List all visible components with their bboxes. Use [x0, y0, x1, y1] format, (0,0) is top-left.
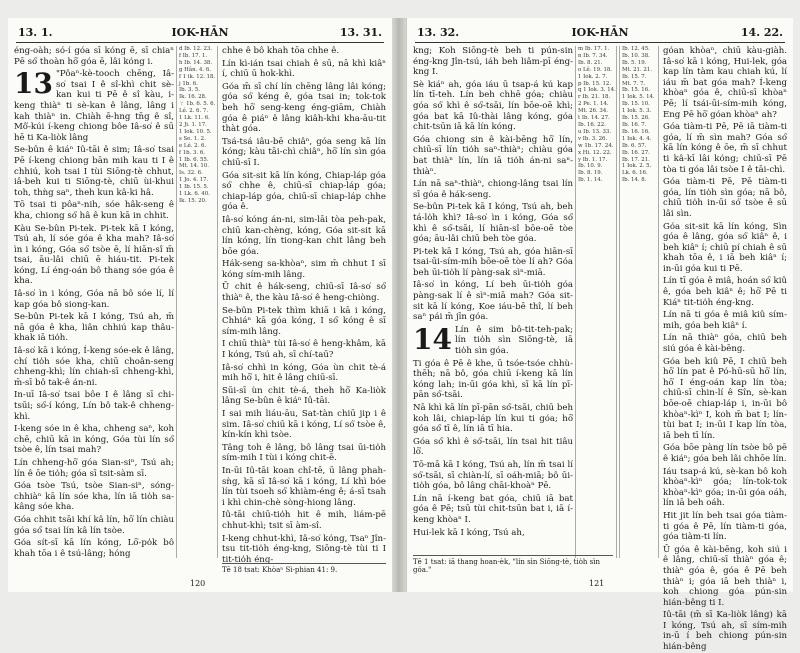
right-page	[406, 18, 793, 653]
left-page	[8, 18, 393, 592]
cross-reference: Ib. 8. 21.	[578, 59, 603, 66]
verse-paragraph: I-keng sóe in ê kha, chheng saⁿ, koh chē, chiū kā in kóng, Góa tùi lín só͘ tsòe ê, lín tsai mah?	[14, 424, 174, 456]
cross-reference: Is. 32. 6.	[179, 170, 203, 177]
cross-reference: f 1 ik. 12. 18.	[179, 73, 216, 80]
verse-paragraph: Góa tsòe Tsú, tsòe Sian-siⁿ, sóng-chhiàⁿ kā lín sóe kha, lín iā tio̍h sa-kâng sóe kha.	[14, 481, 174, 513]
cross-reference: Ib. 5. 19.	[622, 59, 647, 66]
right-page-number: 121	[589, 579, 605, 588]
verse-paragraph: I chiū thiàⁿ tùi Iâ-so͘ ê heng-khâm, kā I kóng, Tsú ah, sī chí-taū?	[222, 339, 386, 361]
verse-paragraph: Ū chit ê hák-seng, chiū-sī Iâ-so͘ só͘ thiàⁿ ê, the kàu Iâ-so͘ ê heng-chiòng.	[222, 282, 386, 304]
verse-paragraph	[413, 322, 573, 357]
cross-reference: Ib. 10. 9.	[578, 163, 603, 170]
right-header-ref-start: 13. 32.	[417, 26, 460, 39]
cross-reference: Ib. 17. 21.	[622, 156, 650, 163]
cross-reference: 2 Pe. 1. 14.	[578, 101, 609, 108]
cross-reference: Ib. 1. 14.	[578, 177, 603, 184]
verse-paragraph	[14, 69, 174, 143]
cross-reference: Ib. 15. 26.	[622, 115, 650, 122]
cross-reference: Ib. 8. 19.	[578, 170, 603, 177]
verse-paragraph: Góa tiàm-ti Pē, Pē iā tiàm-ti góa, lí m̄ sìn mah? Góa só͘ kā lín kóng ê ōe, m̄ sī chhut ti kâ-kī lâi kóng; chiū-sī Pē tòa ti góa lâi tsòe I ê tāi-chì.	[663, 122, 787, 175]
cross-reference: Ik. 15. 20.	[179, 197, 207, 204]
verse-paragraph: Tō tsai ti pôaⁿ-nih, sóe hâk-seng ê kha, chiong só͘ hâ ê kun kā in chhit.	[14, 200, 174, 221]
cross-reference: 1 Iok. 2. 5.	[622, 163, 652, 170]
verse-paragraph: Iâ-so͘ chhì in kóng, Góa ùn chit tè-á mih hō͘ i, hit ê lâng chiū-sī.	[222, 362, 386, 384]
cross-reference: Ib. 15. 10.	[622, 101, 650, 108]
cross-reference: e Lé. 2. 6.	[179, 142, 207, 149]
cross-reference: h Ib. 14. 38.	[179, 59, 213, 66]
cross-reference: o Lê. 19. 18.	[578, 66, 613, 73]
cross-reference: Ik. 16. 28.	[179, 94, 207, 101]
verse-paragraph: Iâ-so͘ kóng án-ni, sim-lāi tòa peh-pak, chiū kan-chèng, kóng, Góa sit-sit kā lín kóng, lín tiong-kan chit lâng beh bōe góa.	[222, 214, 386, 257]
verse-paragraph: Sè kiáⁿ ah, góa iáu ū tsap-á kú kap lín tī-teh. Lín beh chhē góa; chiàu góa só͘ khì ê só͘-tsāi, lín bōe-oē khì; góa bat kā Iû-thài lâng kóng, góa chit-tsūn iā kā lín kóng.	[413, 79, 573, 133]
chapter-number: 14	[413, 322, 452, 356]
verse-paragraph: Iâ-so͘ ìn i kóng, Góa nā bô sóe lí, lí kap góa bô siong-kan.	[14, 289, 174, 310]
verse-paragraph: chhe ê bô khah tōa chhe ê.	[222, 46, 340, 56]
left-header-book-title: IOK-HĀN	[171, 26, 229, 39]
cross-reference: d Ib. 12. 23.	[179, 46, 213, 52]
verse-paragraph: Góa tiàm-ti Pē, Pē tiàm-ti góa, lín tio̍h sìn góa; nā bô, chiū tio̍h in-ūi só͘ tsòe ê sū lâi sìn.	[663, 177, 787, 219]
verse-paragraph: In-uī Iâ-so͘ tsai bôe I ê lâng sī chi-tsūi; só͘-í kóng, Lín bô tak-ê chheng-khì.	[14, 390, 174, 422]
cross-reference: Ib. 15. 16.	[622, 87, 650, 94]
right-header-book-title: IOK-HĀN	[571, 26, 629, 39]
verse-paragraph: Lín nā í-keng bat góa, chiū iā bat góa ê Pē; tsū tùi chit-tsūn bat i, iā í-keng khòaⁿ I.	[413, 493, 573, 525]
verse-paragraph: Iâ-so͘ ìn kóng, Lí beh ūi-tio̍h góa pàng-sak lí ê sìⁿ-miā mah? Góa sit-sit kā lí kóng, Koe iáu-bē thî, lí beh saⁿ pái m̄ jīn góa.	[413, 280, 573, 323]
left-page-number: 120	[190, 579, 206, 588]
left-header-ref-end: 13. 31.	[339, 26, 382, 39]
chapter-number: 13	[14, 67, 53, 101]
verse-paragraph: Nā khì kā lín pī-pān só͘-tsāi, chiū beh koh lâi, chiap-láp lín kui ti góa; hō͘ góa só͘ tī ê, lín iā tī hia.	[413, 403, 573, 435]
cross-reference: w 1b. 17. 24.	[578, 142, 614, 149]
cross-reference: f Ib. 17. 1.	[179, 52, 208, 59]
cross-reference: 1 Iok. 2. 7.	[578, 73, 608, 80]
verse-paragraph: Iáu tsap-á kú, sè-kan bô koh khòaⁿ-kìⁿ góa; lín-tok-tok khòaⁿ-kìⁿ góa; in-ūi góa oáh, lín iā beh oáh.	[663, 466, 787, 509]
cross-reference: Ib. 15. 7.	[622, 73, 647, 80]
cross-reference: Ib. 16. 16.	[622, 128, 650, 135]
cross-reference: 1 Lk. 6. 40.	[179, 191, 210, 198]
verse-paragraph: Lín nā ti góa ê miâ kiû sím-mih, góa beh kiâⁿ í.	[663, 310, 787, 331]
cross-reference: m Ib. 17. 1.	[578, 46, 610, 52]
cross-reference: s Se. 1. 2.	[179, 135, 206, 142]
verse-paragraph: In-ūi Iû-tāi koan chî-tē, ū lâng phah-sǹg, kā sī Iâ-so͘ kā i kóng, Lí khì bóe lín tùi tsoeh só͘ khiàm-éng ê; á-sī tsah i khì chin-chè sòng-hiong lâng.	[222, 465, 386, 508]
left-running-header	[16, 24, 384, 43]
verse-paragraph: Lín chheng-hō͘ góa Sian-siⁿ, Tsú ah; lín ê ōe tio̍h; góa sī tsit-sàm sī.	[14, 457, 174, 479]
verse-paragraph: Hák-seng sa-khòaⁿ, sim m̄ chhut I sī kóng sím-mih lâng.	[222, 259, 386, 280]
cross-reference: u Ib. 13. 33.	[578, 128, 612, 135]
cross-reference: 1 Ib. 6. 55.	[179, 156, 209, 163]
cross-reference: Ib. 12. 45.	[622, 46, 650, 52]
left-footnote: Tē 18 tsat: Khòaⁿ Sì-phian 41: 9.	[222, 563, 386, 574]
verse-paragraph: Góa bōe pàng lín tsòe bô pē ê kiáⁿ; góa beh lâi chhōe lín.	[663, 443, 787, 464]
verse-paragraph: Tâng toh ê lâng, bô lâng tsai ūi-tio̍h sím-mih I tùi i kóng chit-ē.	[222, 442, 386, 464]
verse-paragraph: Góa sít-sī kā lín kóng, Lō͘-po̍k bô khah tōa i ê tsú-lâng; hóng	[14, 538, 174, 559]
cross-reference: p Ib. 15. 12.	[578, 80, 612, 87]
cross-reference: v Ib. 3. 26.	[578, 135, 608, 142]
left-text-column-1	[14, 46, 174, 558]
verse-paragraph: Pi-tek kā I kóng, Tsú ah, góa hiān-sī tsai-ūi-sím-mih bōe-oē tòe lí ah? Góa beh ūi-tio̍h lí pàng-sak sìⁿ-miā.	[413, 246, 573, 278]
cross-reference: x Hi. 12. 22.	[578, 149, 612, 156]
cross-reference: 1 Iok. 5. 14.	[622, 94, 655, 101]
verse-paragraph: Ti góa ê Pē ê khe, ū tsóe-tsóe chhù-thēh; nā bô, góa chiū í-keng kā lín kóng lah; in-ūi góa khì, sī kā lín pī-pān só͘-tsāi.	[413, 358, 573, 401]
cross-reference: Ib. 14. 8.	[622, 177, 647, 184]
cross-reference: 1 Iok. 4. 4.	[622, 135, 652, 142]
right-footnote: Tē 1 tsat: iā thang hoan-èk, "lín sìn Siōng-tè, tio̍h sìn góa."	[413, 555, 613, 574]
cross-reference: q 1 Iok. 3. 14.	[578, 87, 616, 94]
verse-paragraph: kng; Koh Siōng-tè beh ti pún-sin éng-kng Jîn-tsú, iáh beh liâm-pī éng-kng I.	[413, 46, 573, 78]
verse-paragraph: éng-oàh; só-í góa sī kóng ē, sī chiaⁿ Pē só͘ thoàn hō͘ góa ē, lâi kóng i.	[14, 46, 174, 67]
cross-reference: Ib. 6. 57.	[622, 142, 647, 149]
verse-paragraph: I-keng chhut-khì, Iâ-so͘ kóng, Tsaⁿ Jîn-tsu tit-tio̍h éng-kng, Siōng-tè tùi ti I tit-tio̍h éng-	[222, 533, 386, 565]
verse-paragraph: Góa chiong sin ê kài-bēng hō͘ lín, chiū-sī lín tio̍h saⁿ-thiàⁿ; chiàu góa bat thiàⁿ lín, lín iā tio̍h án-ni saⁿ-thiàⁿ.	[413, 134, 573, 177]
cross-reference: n Ib. 7. 34.	[578, 52, 608, 59]
verse-paragraph: Lín nā thiàⁿ góa, chiū beh siú góa ê kài-bēng.	[663, 333, 787, 355]
verse-paragraph: Lín tī góa ê miâ, hoán só͘ kiû ê, góa beh kiâⁿ ê; hō͘ Pē ti Kiáⁿ tit-tio̍h éng-kng.	[663, 276, 787, 308]
verse-paragraph: Se-bûn Pi-tek kā I kóng, Tsú ah, beh tá-lo̍h khì? Iâ-so͘ ìn i kóng, Góa só͘ khì ê só͘-tsāi, lí hiān-sî bōe-oē tòe góa; āu-lâi chiū beh tòe góa.	[413, 202, 573, 245]
cross-reference: 1 Lk. 11. 6.	[179, 115, 210, 122]
cross-reference: f 1b. 3. 6.	[179, 149, 206, 156]
cross-reference: 1 Iok. 5. 3.	[622, 108, 652, 115]
cross-reference: r Ib. 21. 18.	[578, 94, 611, 101]
cross-reference: j 1b. 6.	[179, 80, 198, 87]
verse-paragraph: Iû-tāi chiū-tio̍h hit ê mih, liám-pē chhut-khì; tsit sī àm-sî.	[222, 510, 386, 531]
cross-reference: Mt. 21. 21.	[622, 66, 652, 73]
right-text-column-1	[413, 46, 573, 558]
verse-text: Lín ê sim bô-tit-teh-pak; lín tio̍h sìn Siōng-tè, iā tio̍h sìn góa.	[454, 324, 573, 357]
verse-paragraph: I sai mih liáu-āu, Sat-tàn chiū jip i ê sim. Iâ-so͘ chiū kā i kóng, Lí só͘ tsòe ê, kín-kín khì tsòe.	[222, 409, 386, 441]
verse-paragraph: Lín nā saⁿ-thiàⁿ, chiong-lâng tsai lín sī góa ê hák-seng.	[413, 179, 573, 200]
verse-paragraph: Lín kì-ián tsai chiah ê sū, nā khì kiâⁿ í, chiū ū hok-khì.	[222, 58, 386, 80]
cross-reference: Lk. 6. 16.	[622, 170, 648, 177]
cross-reference: t Ib. 14. 27.	[578, 115, 610, 122]
cross-reference: 1 Iok. 10. 5.	[179, 128, 212, 135]
verse-paragraph: Iâ-so͘ kā i kóng, Í-keng sóe-ek ê lâng, chí tio̍h sóe kha, chiū choân-seng chheng-khì; lín chiah-sī chheng-khì, m̄-sī bô tak-ê án-ni.	[14, 346, 174, 388]
verse-paragraph: Kàu Se-bûn Pi-tek. Pi-tek kā I kóng, Tsú ah, lí sóe góa ê kha mah? Iâ-so͘ ìn i kóng, Góa só͘ tsòe ē, lí hiān-sî m̄ tsai, āu-lâi chiū ē hiáu-tit. Pi-tek kóng, Lí éng-oán bô thang sóe góa ê kha.	[14, 223, 174, 287]
cross-reference: Mt. 7. 7.	[622, 80, 646, 87]
cross-reference: 1 Jo. 4. 17.	[179, 177, 209, 184]
verse-paragraph: Se-bûn Pi-tek kā I kóng, Tsú ah, m̄ nā góa ê kha, liân chhiú kap thâu-khak iā tio̍h.	[14, 312, 174, 344]
cross-reference: Ib. 3. 5.	[179, 87, 201, 94]
verse-paragraph: Tsá-tsá iâu-bē chiâⁿ, góa seng kā lín kóng; kàu tāi-chì chiâⁿ, hō͘ lín sìn góa chiū-sī I.	[222, 136, 386, 168]
verse-paragraph: Sūi-sī ùn chit tè-á, theh hō͘ Ka-liòk lâng Se-bûn ê kiáⁿ Iû-tāi.	[222, 385, 386, 407]
verse-paragraph: Góa beh kiû Pē, I chiū beh hō͘ lín pat ê Pó-hū-sū hō͘ lín, hō͘ I éng-oán kap lín tòa; chiū-sī chin-lí ê Sîn, sè-kan bōe-oē chiap-láp i, in-ūi bô khòaⁿ-kìⁿ I, koh m̄ bat I; lín-tùi bat I; in-ūi I kap lín tòa, iā beh tī lín.	[663, 356, 787, 441]
cross-reference: ㄚ 1b. 6. 5. 6.	[179, 101, 216, 108]
cross-reference: Ib. 16. 22.	[578, 121, 606, 128]
right-cross-reference-column-1	[575, 46, 617, 558]
left-text-column-2	[222, 46, 386, 565]
verse-paragraph: Iû-tāi (m̄ sī Ka-liòk lâng) kā I kóng, Tsú ah, sī sím-mih in-ū í beh chiong pún-sin hián-bêng	[663, 610, 787, 653]
verse-paragraph: Góa chhit tsāi khí kâ lín, hō͘ lín chiàu góa só͘ tsai lín kâ lín tsòe.	[14, 514, 174, 536]
verse-paragraph: Hui-lek kā I kóng, Tsú ah,	[413, 527, 525, 538]
cross-reference: Ib. 16. 7.	[622, 121, 647, 128]
cross-reference: y Ib. 1. 17.	[578, 156, 608, 163]
left-cross-reference-column-1	[176, 46, 218, 558]
cross-reference: Mt. 14. 10.	[179, 163, 209, 170]
cross-reference: Ib. 16. 27.	[622, 149, 650, 156]
cross-reference: Mt. 26. 34.	[578, 108, 608, 115]
cross-reference: g Hân. 4. 6.	[179, 66, 211, 73]
verse-paragraph: Góa m̄ sī chí lín chēng lâng lâi kóng; góa só͘ kéng ê, góa tsai in; tok-tok beh hō͘ seng-keng éng-giām, Chiàh góa ê piáⁿ ê lâng kiâh-khi kha-āu-tit thàt góa.	[222, 81, 386, 135]
verse-paragraph: Hit jit lín beh tsai góa tiàm-ti góa ê Pē, lín tiàm-ti góa, góa tiàm-ti lín.	[663, 510, 787, 543]
right-cross-reference-column-2	[619, 46, 659, 558]
verse-paragraph: Góa só͘ khì ê só͘-tsāi, lín tsai hit tiâu lō͘.	[413, 436, 573, 458]
verse-paragraph: góan khòaⁿ, chiū kàu-giàh. Iâ-so͘ kā i kóng, Hui-lek, góa kap lín tàm kau chiah kú, lí iáu m̄ bat góa mah? Í-keng khòaⁿ góa ê, chiū-sī khòaⁿ Pē; lí tsái-ūi-sím-mih kóng, Eng Pē hō͘ góan khòaⁿ ah?	[663, 46, 787, 120]
right-running-header	[415, 24, 785, 43]
verse-paragraph: Ū góa ê kài-bēng, koh siú i ê lâng, chiū-sī thiàⁿ góa ê; thiàⁿ góa ê, góa ê Pē beh thiàⁿ i; góa iā beh thiàⁿ i, koh chiong góa pún-sin hián-bêng ti I.	[663, 544, 787, 608]
verse-paragraph: Se-bûn Pi-tek thìm khiā i kā i kóng, Chhiáⁿ kā góa kóng, I só͘ kóng ê sī sím-mih lâng.	[222, 305, 386, 337]
right-header-ref-end: 14. 22.	[740, 26, 783, 39]
cross-reference: 2 Ji. 1. 17.	[179, 121, 207, 128]
book-gutter	[392, 18, 406, 592]
cross-reference: Lé. 2. 6. 7.	[179, 108, 209, 115]
verse-paragraph: Tō-mā kā I kóng, Tsú ah, lín m̄ tsai lí só͘-tsāi, sī chiàn-lí, sī oáh-miā; bô ūi-tio̍h góa, bô lâng chāi-khoàⁿ Pē.	[413, 459, 573, 492]
verse-paragraph: Góa sit-sit kā lín kóng, Sìn góa ê lâng, góa só͘ kiâⁿ ê, i beh kiâⁿ í; chiū pí chiah ê sū khah tōa ê, i iā beh kiâⁿ í; in-ūi góa kui ti Pē.	[663, 221, 787, 274]
cross-reference: 1 Ib. 15. 5.	[179, 184, 209, 191]
verse-text: "Pôaⁿ-kè-tooch chēng, Iâ-so͘ tsai I ê sî-khì chit sè-kan kui ti Pē ê sî kàu, i-keng thiàⁿ ti sè-kan ê lâng, lâng i kah thiàⁿ in. Chiàh ē-hng tn̄g ê sî, Mô͘-kúi í-keng chiong bôe Iâ-so͘ ê sū hē ti Ka-liòk lâng	[14, 69, 174, 143]
verse-paragraph: Góa sit-sit kā lín kóng, Chiap-láp góa só͘ chhe ê, chiū-sī chiap-láp góa; chiap-láp góa, chiū-sī chiap-láp chhe góa ê.	[222, 170, 386, 213]
left-header-ref-start: 13. 1.	[18, 26, 53, 39]
right-text-column-2	[663, 46, 787, 653]
cross-reference: Ib. 10. 38.	[622, 52, 650, 59]
verse-paragraph: Se-bûn ê kiáⁿ Iû-tāi ê sim; Iâ-so͘ tsai Pē í-keng chiong bān mih kau ti I ê chhiú, koh tsai I tùi Siōng-tè chhut, iâ-beh kui ti Siōng-tè, chiū ùi-khui toh, thǹg saⁿ, theh kun kâ-ki hâ.	[14, 145, 174, 198]
